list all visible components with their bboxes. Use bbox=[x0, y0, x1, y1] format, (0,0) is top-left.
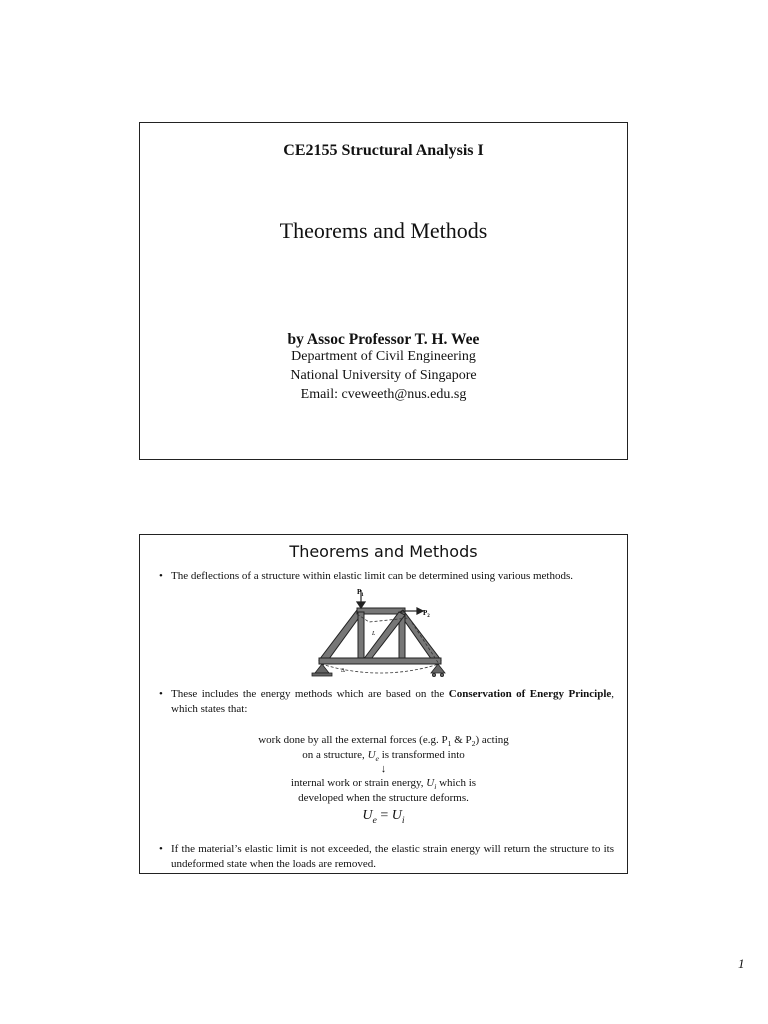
page-number: 1 bbox=[738, 956, 745, 971]
load-label-p2: $P_2$ bbox=[423, 609, 430, 619]
length-label: L bbox=[372, 631, 376, 637]
bullet-text: These includes the energy methods which are based on the Conservation of Energy Principle, which states that: bbox=[171, 688, 615, 715]
truss-figure bbox=[311, 586, 451, 678]
email: Email: cveweeth@nus.edu.sg bbox=[300, 387, 467, 402]
bullet-marker: • bbox=[159, 570, 163, 582]
principle-line-1: work done by all the external forces (e.g. $P_1$ & $P_2$) acting bbox=[258, 734, 509, 749]
department: Department of Civil Engineering bbox=[291, 349, 476, 364]
university: National University of Singapore bbox=[290, 368, 477, 383]
truss-member-left-vertical bbox=[358, 612, 364, 662]
slide-title: Theorems and Methods bbox=[289, 542, 478, 561]
bullet-marker: • bbox=[159, 688, 163, 700]
bullet-text: If the material’s elastic limit is not exceeded, the elastic strain energy will return the structure to its undeformed state when the loads are removed. bbox=[171, 843, 614, 870]
energy-equation: $U_e = U_i$ bbox=[362, 808, 405, 826]
deflection-label: Δ bbox=[341, 668, 345, 674]
bullet-energy-methods bbox=[159, 687, 614, 716]
bullet-deflections bbox=[159, 569, 614, 584]
load-label-p1: $P_1$ bbox=[357, 588, 364, 598]
bullet-elastic-limit bbox=[159, 842, 614, 871]
bullet-text: The deflections of a structure within elastic limit can be determined using various methods. bbox=[171, 570, 573, 582]
content-slide bbox=[139, 534, 628, 874]
principle-line-2: on a structure, $U_e$ is transformed into bbox=[302, 749, 465, 764]
supports bbox=[312, 664, 445, 677]
down-arrow-icon: ↓ bbox=[380, 763, 387, 775]
principle-line-3: internal work or strain energy, $U_i$ which is bbox=[290, 777, 477, 792]
course-title: CE2155 Structural Analysis I bbox=[283, 142, 484, 159]
truss-member-left-diagonal bbox=[319, 610, 363, 663]
truss-member-bottom-chord bbox=[319, 658, 441, 664]
principle-line-4: developed when the structure deforms. bbox=[298, 792, 469, 804]
title-slide bbox=[139, 122, 628, 460]
author-line: by Assoc Professor T. H. Wee bbox=[287, 331, 480, 348]
lecture-title: Theorems and Methods bbox=[279, 218, 488, 243]
bullet-marker: • bbox=[159, 843, 163, 855]
